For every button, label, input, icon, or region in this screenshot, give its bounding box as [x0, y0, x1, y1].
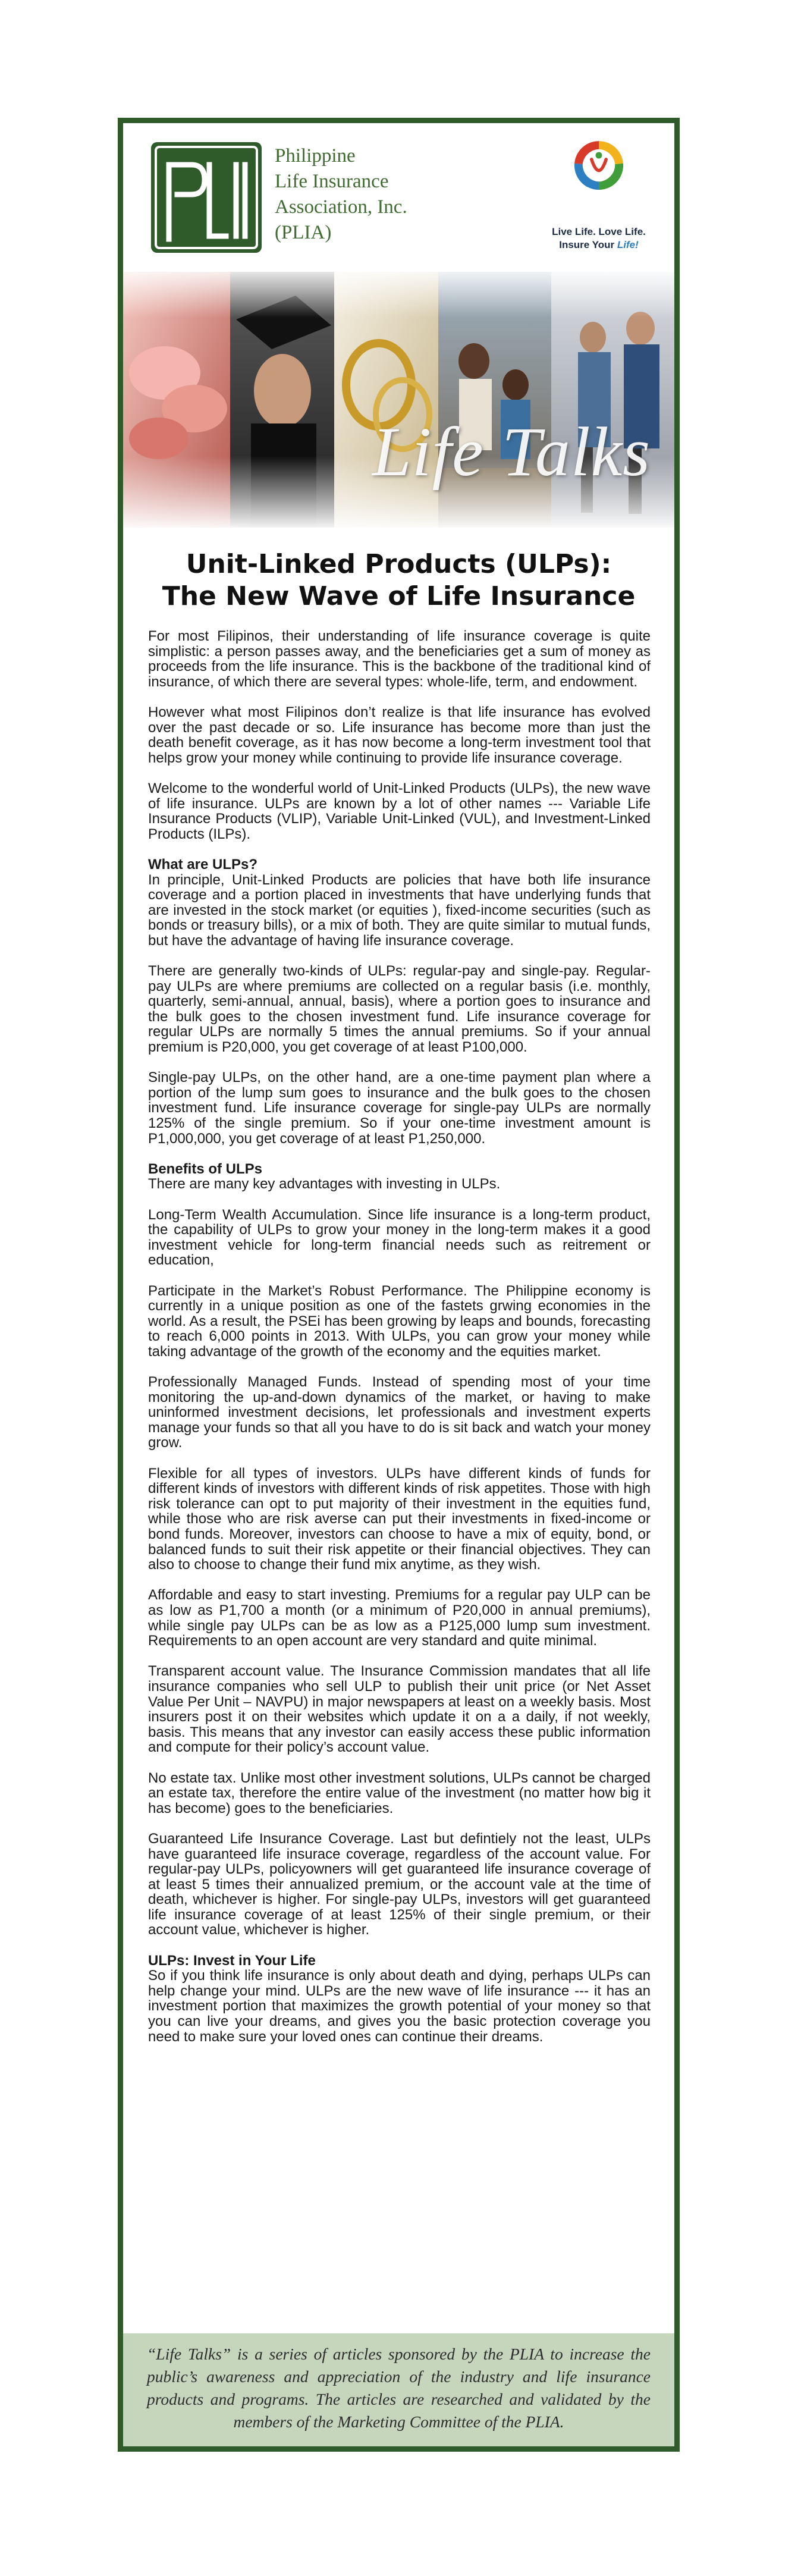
- article-title-line-2: The New Wave of Life Insurance: [162, 581, 636, 611]
- org-name-line: Philippine: [275, 145, 356, 167]
- footer-note: [123, 2333, 674, 2446]
- paragraph: For most Filipinos, their understanding of life insurance coverage is quite simplistic: a person passes away, and the beneficiaries get a sum of money as proceeds from the life insurance. This is the backbone of the traditional kind of insurance, of which there are several types: whole-life, term, and endowment.: [148, 628, 651, 690]
- org-name: [275, 143, 465, 246]
- paragraph: No estate tax. Unlike most other investment solutions, ULPs cannot be charged an estate tax, therefore the entire value of the investment (no matter how big it has become) goes to the beneficiaries.: [148, 1769, 651, 1816]
- banner-title: Life Talks: [372, 413, 651, 491]
- paragraph: There are many key advantages with investing in ULPs.: [148, 1176, 501, 1193]
- paragraph: Guaranteed Life Insurance Coverage. Last but defintiely not the least, ULPs have guaranteed life insurace coverage, regardless of the account value. For regular-pay ULPs, policyowners will get guaranteed life insurance coverage of at least 5 times their annualized premium, or the account vale at the time of death, whichever is higher. For single-pay ULPs, investors will get guaranteed life insurance coverage of at least 125% of their single premium, or their account value, whichever is higher.: [148, 1830, 651, 1938]
- paragraph: So if you think life insurance is only about death and dying, perhaps ULPs can help change your mind. ULPs are the new wave of life insurance --- it has an investment portion that maximizes the growth potential of your money so that you can live your dreams, and gives you the basic protection coverage you need to make sure your loved ones can continue their dreams.: [148, 1968, 651, 2045]
- paragraph: Transparent account value. The Insurance Commission mandates that all life insurance companies who sell ULP to publish their unit price (or Net Asset Value Per Unit – NAVPU) in major newspapers at least on a weekly basis. Most insurers post it on their websites which update it on a a daily, if not weekly, basis. This means that any investor can easily access these public information and compute for their policy’s account value.: [148, 1663, 651, 1756]
- org-name-line: (PLIA): [275, 222, 332, 243]
- paragraph: Long-Term Wealth Accumulation. Since life insurance is a long-term product, the capability of ULPs to grow your money in the long-term makes it a good investment vehicle for long-term financial needs such as reitrement or education,: [148, 1206, 651, 1269]
- org-name-line: Association, Inc.: [275, 196, 407, 218]
- article-body: [148, 629, 651, 2060]
- section-heading: What are ULPs?: [148, 856, 258, 873]
- paragraph: Flexible for all types of investors. ULPs have different kinds of funds for different kinds of investors with different kinds of risk appetites. Those with high risk tolerance can opt to put majority of their investment in the equities fund, while those who are risk averse can put their investments in fixed-income or bond funds. Moreover, investors can choose to have a mix of equity, bond, or balanced funds to suit their risk appetite or their financial objectives. They can also to choose to change their fund mix anytime, as they wish.: [148, 1465, 651, 1573]
- tagline-prefix: Insure Your: [559, 239, 617, 250]
- paragraph: Participate in the Market’s Robust Performance. The Philippine economy is currently in a unique position as one of the fastets grwing economies in the world. As a result, the PSEi has been growing by leaps and bounds, forecasting to reach 6,000 points in 2013. With ULPs, you can grow your money while taking advantage of the growth of the economy and the equities market.: [148, 1282, 651, 1360]
- header: [123, 123, 674, 272]
- section-heading: ULPs: Invest in Your Life: [148, 1952, 316, 1969]
- paragraph: In principle, Unit-Linked Products are policies that have both life insurance coverage and a portion placed in investments that have underlying funds that are invested in the stock market (or equities ), fixed-income securities (such as bonds or treasury bills), or a mix of both. They are quite similar to mutual funds, but have the advantage of having life insurance coverage.: [148, 871, 651, 949]
- article-frame: [118, 118, 680, 2452]
- paragraph: Single-pay ULPs, on the other hand, are a one-time payment plan where a portion of the lump sum goes to insurance and the bulk goes to the chosen investment fund. Life insurance coverage for single-pay ULPs are normally 125% of the single premium. So if your one-time investment amount is P1,000,000, you get coverage of at least P1,250,000.: [148, 1069, 651, 1147]
- tagline: [533, 225, 664, 252]
- paragraph: Welcome to the wonderful world of Unit-Linked Products (ULPs), the new wave of life insurance. ULPs are known by a lot of other names --- Variable Life Insurance Products (VLIP), Variable Unit-Linked (VUL), and Investment-Linked Products (ILPs).: [148, 780, 651, 842]
- tagline-life-word: Life!: [617, 239, 639, 250]
- org-name-line: Life Insurance: [275, 171, 389, 192]
- paragraph: There are generally two-kinds of ULPs: regular-pay and single-pay. Regular-pay ULPs are where premiums are collected on a regular basis (i.e. monthly, quarterly, semi-annual, annual, basis), where a portion goes to insurance and the bulk goes to the chosen investment fund. Life insurance coverage for regular ULPs are normally 5 times the annual premiums. So if your annual premium is P20,000, you get coverage of at least P100,000.: [148, 963, 651, 1056]
- tagline-line-1: Live Life. Love Life.: [552, 226, 646, 237]
- article-title: [123, 548, 674, 613]
- plia-logo: [150, 141, 263, 254]
- live-life-logo: [539, 135, 658, 224]
- paragraph: Professionally Managed Funds. Instead of spending most of your time monitoring the up-and-down dynamics of the market, or having to make uninformed investment decisions, let professionals and investment experts manage your funds so that all you have to do is sit back and watch your money grow.: [148, 1374, 651, 1451]
- article-title-line-1: Unit-Linked Products (ULPs):: [186, 549, 612, 579]
- paragraph: Affordable and easy to start investing. Premiums for a regular pay ULP can be as low as P1,700 a month (or a minimum of P20,000 in annual premiums), while single pay ULPs can be as low as a P125,000 lump sum investment. Requirements to an open account are very standard and quite minimal.: [148, 1587, 651, 1649]
- paragraph: However what most Filipinos don’t realize is that life insurance has evolved over the past decade or so. Life insurance has become more than just the death benefit coverage, as it has now become a long-term investment tool that helps grow your money while continuing to provide life insurance coverage.: [148, 704, 651, 766]
- footer-text: “Life Talks” is a series of articles sponsored by the PLIA to increase the public’s awareness and appreciation of the industry and life insurance products and programs. The articles are researched and validated by the members of the Marketing Committee of the PLIA.: [147, 2345, 651, 2431]
- section-heading: Benefits of ULPs: [148, 1160, 263, 1177]
- tagline-line-2: [533, 239, 664, 252]
- life-talks-banner: [123, 272, 674, 528]
